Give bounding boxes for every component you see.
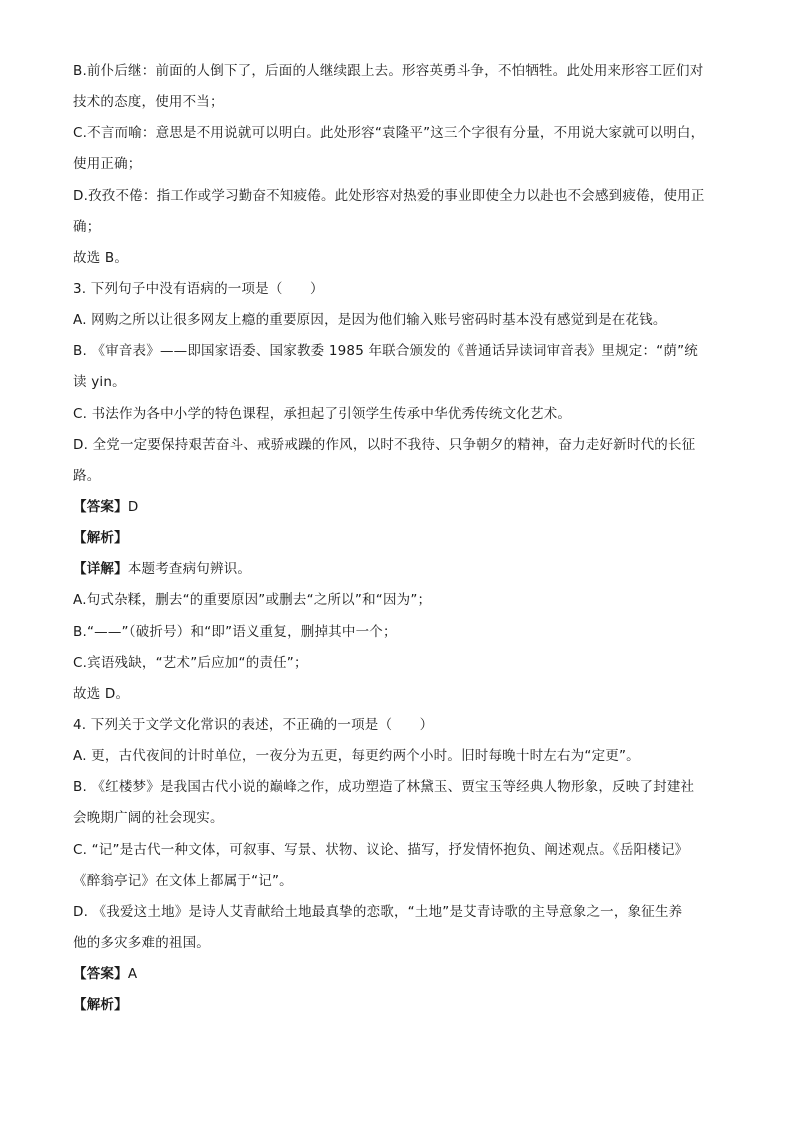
answer-section-line [73, 560, 733, 579]
line-text: C.宾语残缺，“艺术”后应加“的责任”； [73, 654, 308, 671]
text-line [73, 841, 733, 860]
text-line [73, 62, 733, 81]
line-text: 他的多灾多难的祖国。 [73, 934, 210, 951]
section-tag: 【解析】 [73, 997, 128, 1014]
line-text: 会晚期广阔的社会现实。 [73, 810, 224, 827]
line-text: 《醉翁亭记》在文体上都属于“记”。 [73, 872, 293, 889]
line-text: C. “记”是古代一种文体，可叙事、写景、状物、议论、描写，抒发情怀抱负、阐述观点。《岳阳楼记》 [73, 841, 689, 858]
text-line [73, 373, 733, 392]
text-line [73, 280, 733, 299]
text-line [73, 124, 733, 143]
line-text: 使用正确； [73, 156, 142, 173]
text-line [73, 934, 733, 953]
text-line [73, 436, 733, 455]
text-line [73, 467, 733, 486]
text-line [73, 591, 733, 610]
line-text: 确； [73, 218, 101, 235]
text-line [73, 218, 733, 237]
line-text: C. 书法作为各中小学的特色课程，承担起了引领学生传承中华优秀传统文化艺术。 [73, 405, 572, 422]
text-line [73, 342, 733, 361]
text-line [73, 654, 733, 673]
section-tag: 【解析】 [73, 530, 128, 547]
line-text: D [127, 498, 139, 515]
answer-section-line [73, 996, 733, 1015]
answer-section-line [73, 498, 733, 517]
line-text: A. 更，古代夜间的计时单位，一夜分为五更，每更约两个小时。旧时每晚十时左右为“定更”。 [73, 748, 640, 765]
line-text: D. 《我爱这土地》是诗人艾青献给土地最真挚的恋歌，“土地”是艾青诗歌的主导意象之一，象征生养 [73, 903, 683, 920]
text-line [73, 93, 733, 112]
text-line [73, 778, 733, 797]
text-line [73, 747, 733, 766]
line-text: 故选 B。 [73, 249, 129, 266]
line-text: 读 yin。 [73, 374, 126, 391]
line-text: 路。 [73, 467, 101, 484]
document-body [73, 62, 733, 1027]
text-line [73, 809, 733, 828]
line-text: A [127, 966, 138, 983]
line-text: B.“——”（破折号）和“即”语义重复，删掉其中一个； [73, 623, 397, 640]
text-line [73, 685, 733, 704]
line-text: A. 网购之所以让很多网友上瘾的重要原因，是因为他们输入账号密码时基本没有感觉到是在花钱。 [73, 312, 667, 329]
line-text: C.不言而喻：意思是不用说就可以明白。此处形容“袁隆平”这三个字很有分量，不用说大家就可以明白， [73, 125, 705, 142]
answer-section-line [73, 529, 733, 548]
text-line [73, 311, 733, 330]
section-tag: 【答案】 [73, 966, 128, 983]
text-line [73, 249, 733, 268]
text-line [73, 903, 733, 922]
text-line [73, 405, 733, 424]
section-tag: 【答案】 [73, 498, 128, 515]
line-text: A.句式杂糅，删去“的重要原因”或删去“之所以”和“因为”； [73, 592, 432, 609]
line-text: B. 《红楼梦》是我国古代小说的巅峰之作，成功塑造了林黛玉、贾宝玉等经典人物形象，反映了封建社 [73, 779, 695, 796]
text-line [73, 187, 733, 206]
text-line [73, 155, 733, 174]
line-text: D.孜孜不倦：指工作或学习勤奋不知疲倦。此处形容对热爱的事业即使全力以赴也不会感到疲倦，使用正 [73, 187, 705, 204]
line-text: 本题考查病句辨识。 [127, 561, 252, 578]
line-text: 3. 下列句子中没有语病的一项是（ ） [73, 280, 324, 297]
line-text: B.前仆后继：前面的人倒下了，后面的人继续跟上去。形容英勇斗争，不怕牺牲。此处用来形容工匠们对 [73, 63, 704, 79]
section-tag: 【详解】 [73, 561, 128, 578]
line-text: D. 全党一定要保持艰苦奋斗、戒骄戒躁的作风，以时不我待、只争朝夕的精神，奋力走好新时代的长征 [73, 436, 696, 453]
text-line [73, 872, 733, 891]
line-text: 技术的态度，使用不当； [73, 94, 224, 111]
text-line [73, 716, 733, 735]
line-text: 4. 下列关于文学文化常识的表述，不正确的一项是（ ） [73, 716, 434, 733]
text-line [73, 623, 733, 642]
line-text: B. 《审音表》——即国家语委、国家教委 1985 年联合颁发的《普通话异读词审音表》里规定：“荫”统 [73, 343, 698, 360]
answer-section-line [73, 965, 733, 984]
line-text: 故选 D。 [73, 685, 130, 702]
